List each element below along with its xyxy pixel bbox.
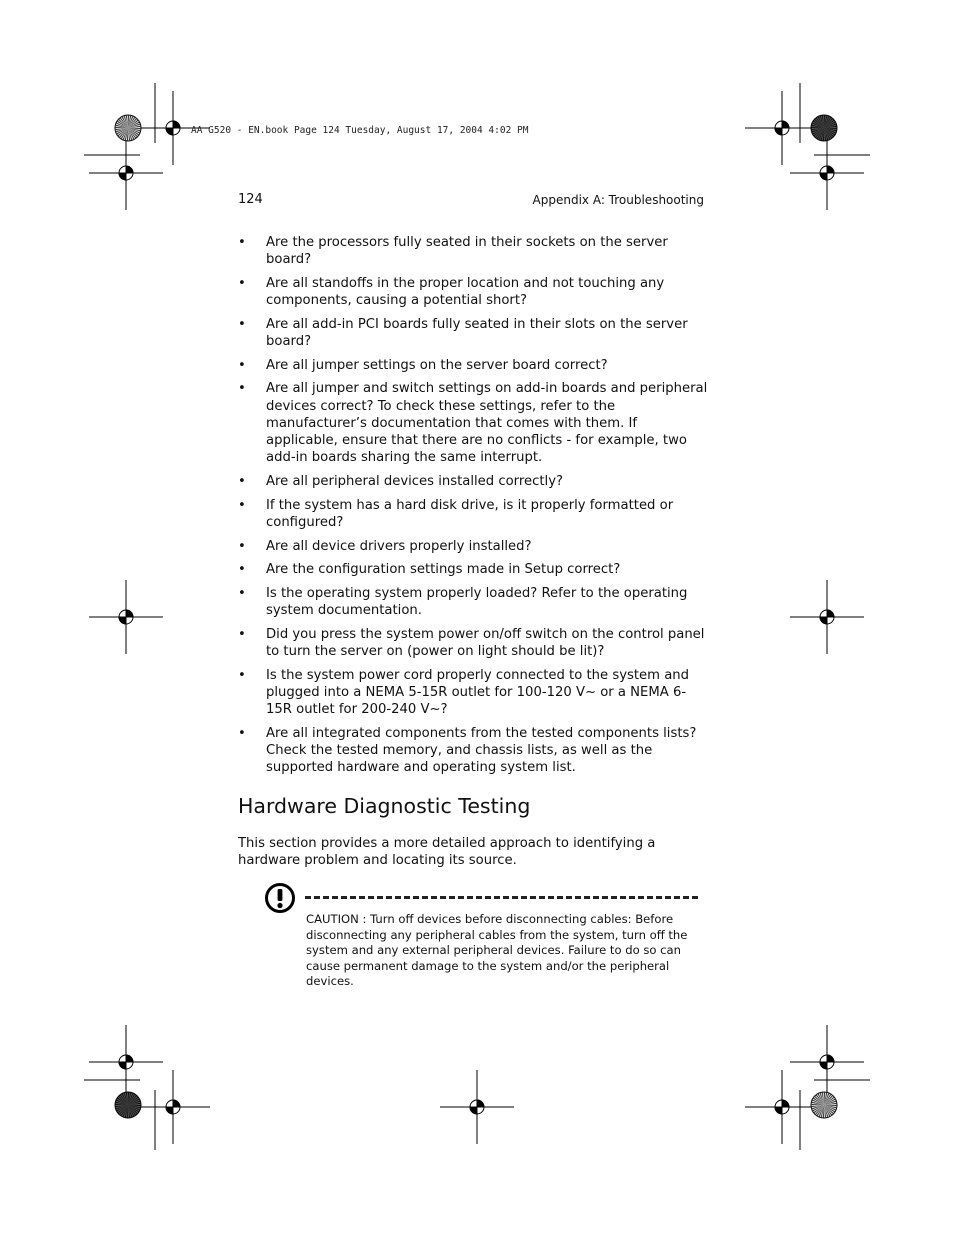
registration-target bbox=[745, 1070, 819, 1144]
starburst-mark bbox=[811, 115, 837, 141]
caution-note bbox=[306, 912, 698, 990]
intro-paragraph: This section provides a more detailed approach to identifying a hardware problem and locating its source. bbox=[238, 836, 656, 869]
list-item bbox=[238, 497, 708, 532]
list-item bbox=[238, 380, 708, 466]
bullet-marker: • bbox=[238, 497, 246, 513]
running-head: Appendix A: Troubleshooting bbox=[532, 193, 704, 207]
bullet-marker: • bbox=[238, 316, 246, 332]
bullet-marker: • bbox=[238, 538, 246, 554]
registration-target bbox=[89, 1025, 163, 1099]
list-item-text: Are all jumper and switch settings on add-in boards and peripheral devices correct? To check these settings, refer to the manufacturer’s documentation that comes with them. If applicable, ensure that there are no conflicts - for example, two add-in boards sharing the same interrupt. bbox=[266, 381, 708, 466]
list-item bbox=[238, 585, 708, 620]
list-item bbox=[238, 234, 708, 269]
list-item-text: Are all device drivers properly installed? bbox=[266, 538, 532, 554]
registration-target bbox=[790, 1025, 864, 1099]
caution-label: CAUTION : bbox=[306, 912, 367, 926]
section-heading: Hardware Diagnostic Testing bbox=[238, 794, 531, 818]
bullet-marker: • bbox=[238, 626, 246, 642]
list-item bbox=[238, 316, 708, 351]
print-header: AA G520 - EN.book Page 124 Tuesday, August 17, 2004 4:02 PM bbox=[191, 125, 529, 136]
caution-divider bbox=[305, 896, 698, 899]
registration-target bbox=[136, 1070, 210, 1144]
list-item bbox=[238, 473, 708, 490]
list-item bbox=[238, 561, 708, 578]
bullet-marker: • bbox=[238, 562, 246, 578]
list-item bbox=[238, 725, 708, 777]
list-item-text: Are all integrated components from the tested components lists? Check the tested memory, and chassis lists, as well as the supported hardware and operating system list. bbox=[266, 725, 697, 776]
registration-target bbox=[790, 580, 864, 654]
registration-target bbox=[89, 136, 163, 210]
list-item-text: Are the configuration settings made in Setup correct? bbox=[266, 562, 621, 578]
bullet-marker: • bbox=[238, 357, 246, 373]
list-item-text: Is the operating system properly loaded? Refer to the operating system documentation. bbox=[266, 585, 688, 619]
registration-target bbox=[790, 136, 864, 210]
page-number: 124 bbox=[238, 192, 263, 207]
exclamation-circle-icon bbox=[264, 882, 296, 914]
checklist bbox=[238, 234, 708, 783]
list-item-text: Are all standoffs in the proper location and not touching any components, causing a potential short? bbox=[266, 275, 665, 309]
list-item-text: Is the system power cord properly connected to the system and plugged into a NEMA 5-15R outlet for 100-120 V~ or a NEMA 6-15R outlet for 200-240 V~? bbox=[266, 667, 690, 718]
list-item bbox=[238, 538, 708, 555]
registration-target bbox=[89, 580, 163, 654]
bullet-marker: • bbox=[238, 235, 246, 250]
list-item-text: Are the processors fully seated in their sockets on the server board? bbox=[266, 235, 668, 268]
bullet-marker: • bbox=[238, 667, 246, 683]
bullet-marker: • bbox=[238, 275, 246, 291]
list-item bbox=[238, 626, 708, 661]
list-item-text: If the system has a hard disk drive, is it properly formatted or configured? bbox=[266, 497, 674, 530]
bullet-marker: • bbox=[238, 725, 246, 741]
registration-target bbox=[745, 91, 819, 165]
list-item-text: Are all add-in PCI boards fully seated in their slots on the server board? bbox=[266, 316, 688, 350]
list-item bbox=[238, 667, 708, 719]
list-item bbox=[238, 275, 708, 310]
registration-target bbox=[440, 1070, 514, 1144]
bullet-marker: • bbox=[238, 474, 246, 490]
starburst-mark bbox=[115, 1092, 141, 1118]
starburst-mark bbox=[811, 1092, 837, 1118]
list-item-text: Did you press the system power on/off switch on the control panel to turn the server on (power on light should be lit)? bbox=[266, 626, 705, 659]
list-item-text: Are all peripheral devices installed correctly? bbox=[266, 474, 564, 490]
list-item-text: Are all jumper settings on the server board correct? bbox=[266, 357, 608, 373]
caution-body: Turn off devices before disconnecting cables: Before disconnecting any peripheral cables from the system, turn off the system and any external peripheral devices. Failure to do so can cause permanent damage to the system and/or the peripheral devices. bbox=[306, 912, 688, 988]
list-item bbox=[238, 357, 708, 374]
bullet-marker: • bbox=[238, 585, 246, 601]
starburst-mark bbox=[115, 115, 141, 141]
bullet-marker: • bbox=[238, 381, 246, 397]
